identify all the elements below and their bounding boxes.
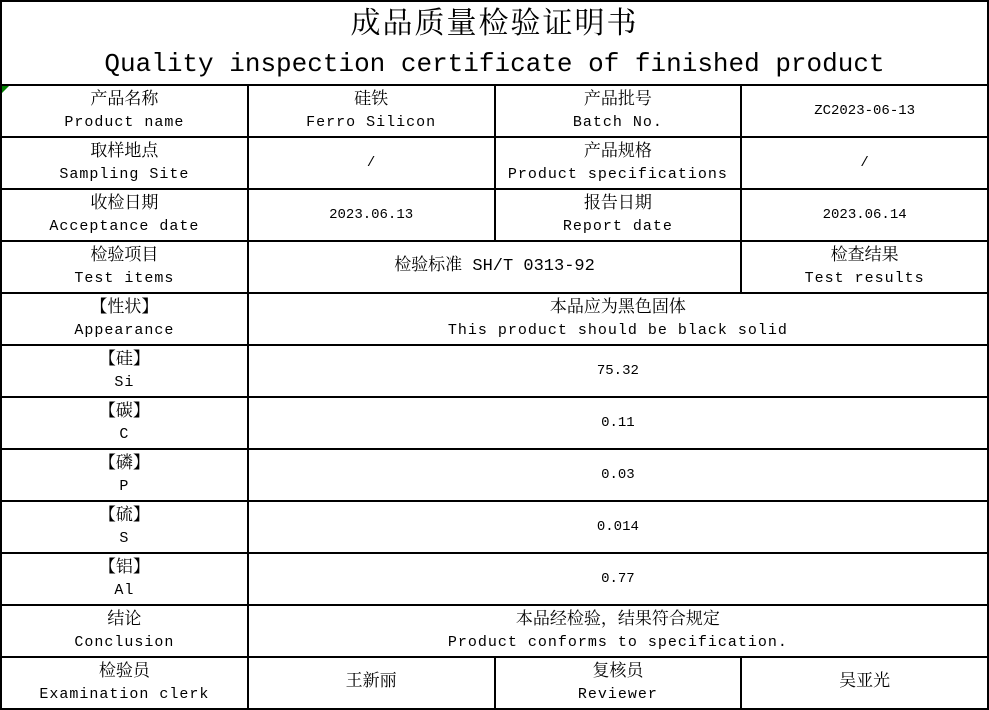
cell-product-name-value — [248, 85, 495, 137]
cell-appearance-value — [248, 293, 988, 345]
en-line: Test items — [74, 270, 175, 287]
zh-line: 本品应为黑色固体 — [549, 299, 686, 318]
en-line: Appearance — [74, 322, 175, 339]
value-line: ZC2023-06-13 — [814, 103, 916, 119]
cell-p-value — [248, 449, 988, 501]
zh-line: 检验员 — [98, 663, 150, 682]
value-line: 0.014 — [596, 519, 639, 535]
al-row — [1, 553, 988, 605]
zh-line: 王新丽 — [345, 673, 397, 692]
appearance-row — [1, 293, 988, 345]
cell-sampling-site-value — [248, 137, 495, 189]
s-row — [1, 501, 988, 553]
zh-line: 检验标准 SH/T 0313-92 — [394, 257, 595, 276]
cell-p-label — [1, 449, 248, 501]
en-line: Reviewer — [577, 686, 658, 703]
cell-appearance-label — [1, 293, 248, 345]
en-line: Sampling Site — [59, 166, 190, 183]
cell-report-date-label — [495, 189, 742, 241]
cell-s-value — [248, 501, 988, 553]
cell-al-value — [248, 553, 988, 605]
zh-line: 产品规格 — [583, 143, 652, 162]
en-line: S — [119, 530, 130, 547]
zh-line: 产品批号 — [583, 91, 652, 110]
zh-line: 取样地点 — [90, 143, 159, 162]
zh-line: 【磷】 — [98, 455, 150, 474]
en-line: Ferro Silicon — [306, 114, 437, 131]
zh-line: 【硅】 — [98, 351, 150, 370]
en-line: Si — [114, 374, 135, 391]
cell-report-date-value — [741, 189, 988, 241]
en-line: Examination clerk — [39, 686, 210, 703]
cell-sampling-site-label — [1, 137, 248, 189]
excel-error-indicator-triangle — [2, 86, 9, 93]
signature-row — [1, 657, 988, 709]
zh-line: 检查结果 — [830, 247, 899, 266]
zh-line: 【硫】 — [98, 507, 150, 526]
value-line: 0.77 — [601, 571, 635, 587]
en-line: Test results — [804, 270, 925, 287]
cell-reviewer-label — [495, 657, 742, 709]
zh-line: 收检日期 — [90, 195, 159, 214]
cell-examination-clerk-value — [248, 657, 495, 709]
title-row — [1, 1, 988, 85]
cell-product-spec-label — [495, 137, 742, 189]
si-row — [1, 345, 988, 397]
cell-test-standard-value — [248, 241, 742, 293]
en-line: C — [119, 426, 130, 443]
cell-batch-no-label — [495, 85, 742, 137]
cell-test-items-label — [1, 241, 248, 293]
en-line: Report date — [562, 218, 673, 235]
en-line: Batch No. — [572, 114, 663, 131]
zh-line: 【碳】 — [98, 403, 150, 422]
en-line: Acceptance date — [49, 218, 200, 235]
zh-line: 吴亚光 — [839, 673, 891, 692]
cell-c-label — [1, 397, 248, 449]
cell-product-name-label — [1, 85, 248, 137]
cell-batch-no-value — [741, 85, 988, 137]
table-title — [1, 1, 988, 85]
test-items-row — [1, 241, 988, 293]
en-line: Product conforms to specification. — [447, 634, 788, 651]
zh-line: 报告日期 — [583, 195, 652, 214]
value-line: / — [366, 155, 376, 171]
cell-acceptance-date-label — [1, 189, 248, 241]
zh-line: 硅铁 — [354, 91, 389, 110]
en-line: Conclusion — [74, 634, 175, 651]
title-zh: 成品质量检验证明书 — [350, 9, 639, 43]
cell-al-label — [1, 553, 248, 605]
sampling-row — [1, 137, 988, 189]
value-line: 0.11 — [601, 415, 635, 431]
zh-line: 【铝】 — [98, 559, 150, 578]
cell-c-value — [248, 397, 988, 449]
value-line: 2023.06.13 — [329, 207, 414, 223]
value-line: 0.03 — [601, 467, 635, 483]
cell-product-spec-value — [741, 137, 988, 189]
en-line: Product specifications — [507, 166, 728, 183]
value-line: / — [860, 155, 869, 171]
cell-s-label — [1, 501, 248, 553]
cell-si-value — [248, 345, 988, 397]
zh-line: 检验项目 — [90, 247, 159, 266]
zh-line: 本品经检验，结果符合规定 — [515, 611, 720, 630]
en-line: Product name — [64, 114, 185, 131]
p-row — [1, 449, 988, 501]
en-line: Al — [114, 582, 135, 599]
cell-conclusion-label — [1, 605, 248, 657]
zh-line: 复核员 — [592, 663, 644, 682]
date-row — [1, 189, 988, 241]
zh-line: 【性状】 — [90, 299, 159, 318]
value-line: 2023.06.14 — [822, 207, 907, 223]
value-line: 75.32 — [596, 363, 639, 379]
c-row — [1, 397, 988, 449]
en-line: This product should be black solid — [447, 322, 788, 339]
product-row — [1, 85, 988, 137]
zh-line: 结论 — [107, 611, 142, 630]
cell-conclusion-value — [248, 605, 988, 657]
en-line: P — [119, 478, 130, 495]
cell-examination-clerk-label — [1, 657, 248, 709]
cell-test-results-label — [741, 241, 988, 293]
conclusion-row — [1, 605, 988, 657]
cell-si-label — [1, 345, 248, 397]
cell-acceptance-date-value — [248, 189, 495, 241]
title-en: Quality inspection certificate of finished product — [104, 49, 885, 79]
cell-reviewer-value — [741, 657, 988, 709]
zh-line: 产品名称 — [90, 91, 159, 110]
